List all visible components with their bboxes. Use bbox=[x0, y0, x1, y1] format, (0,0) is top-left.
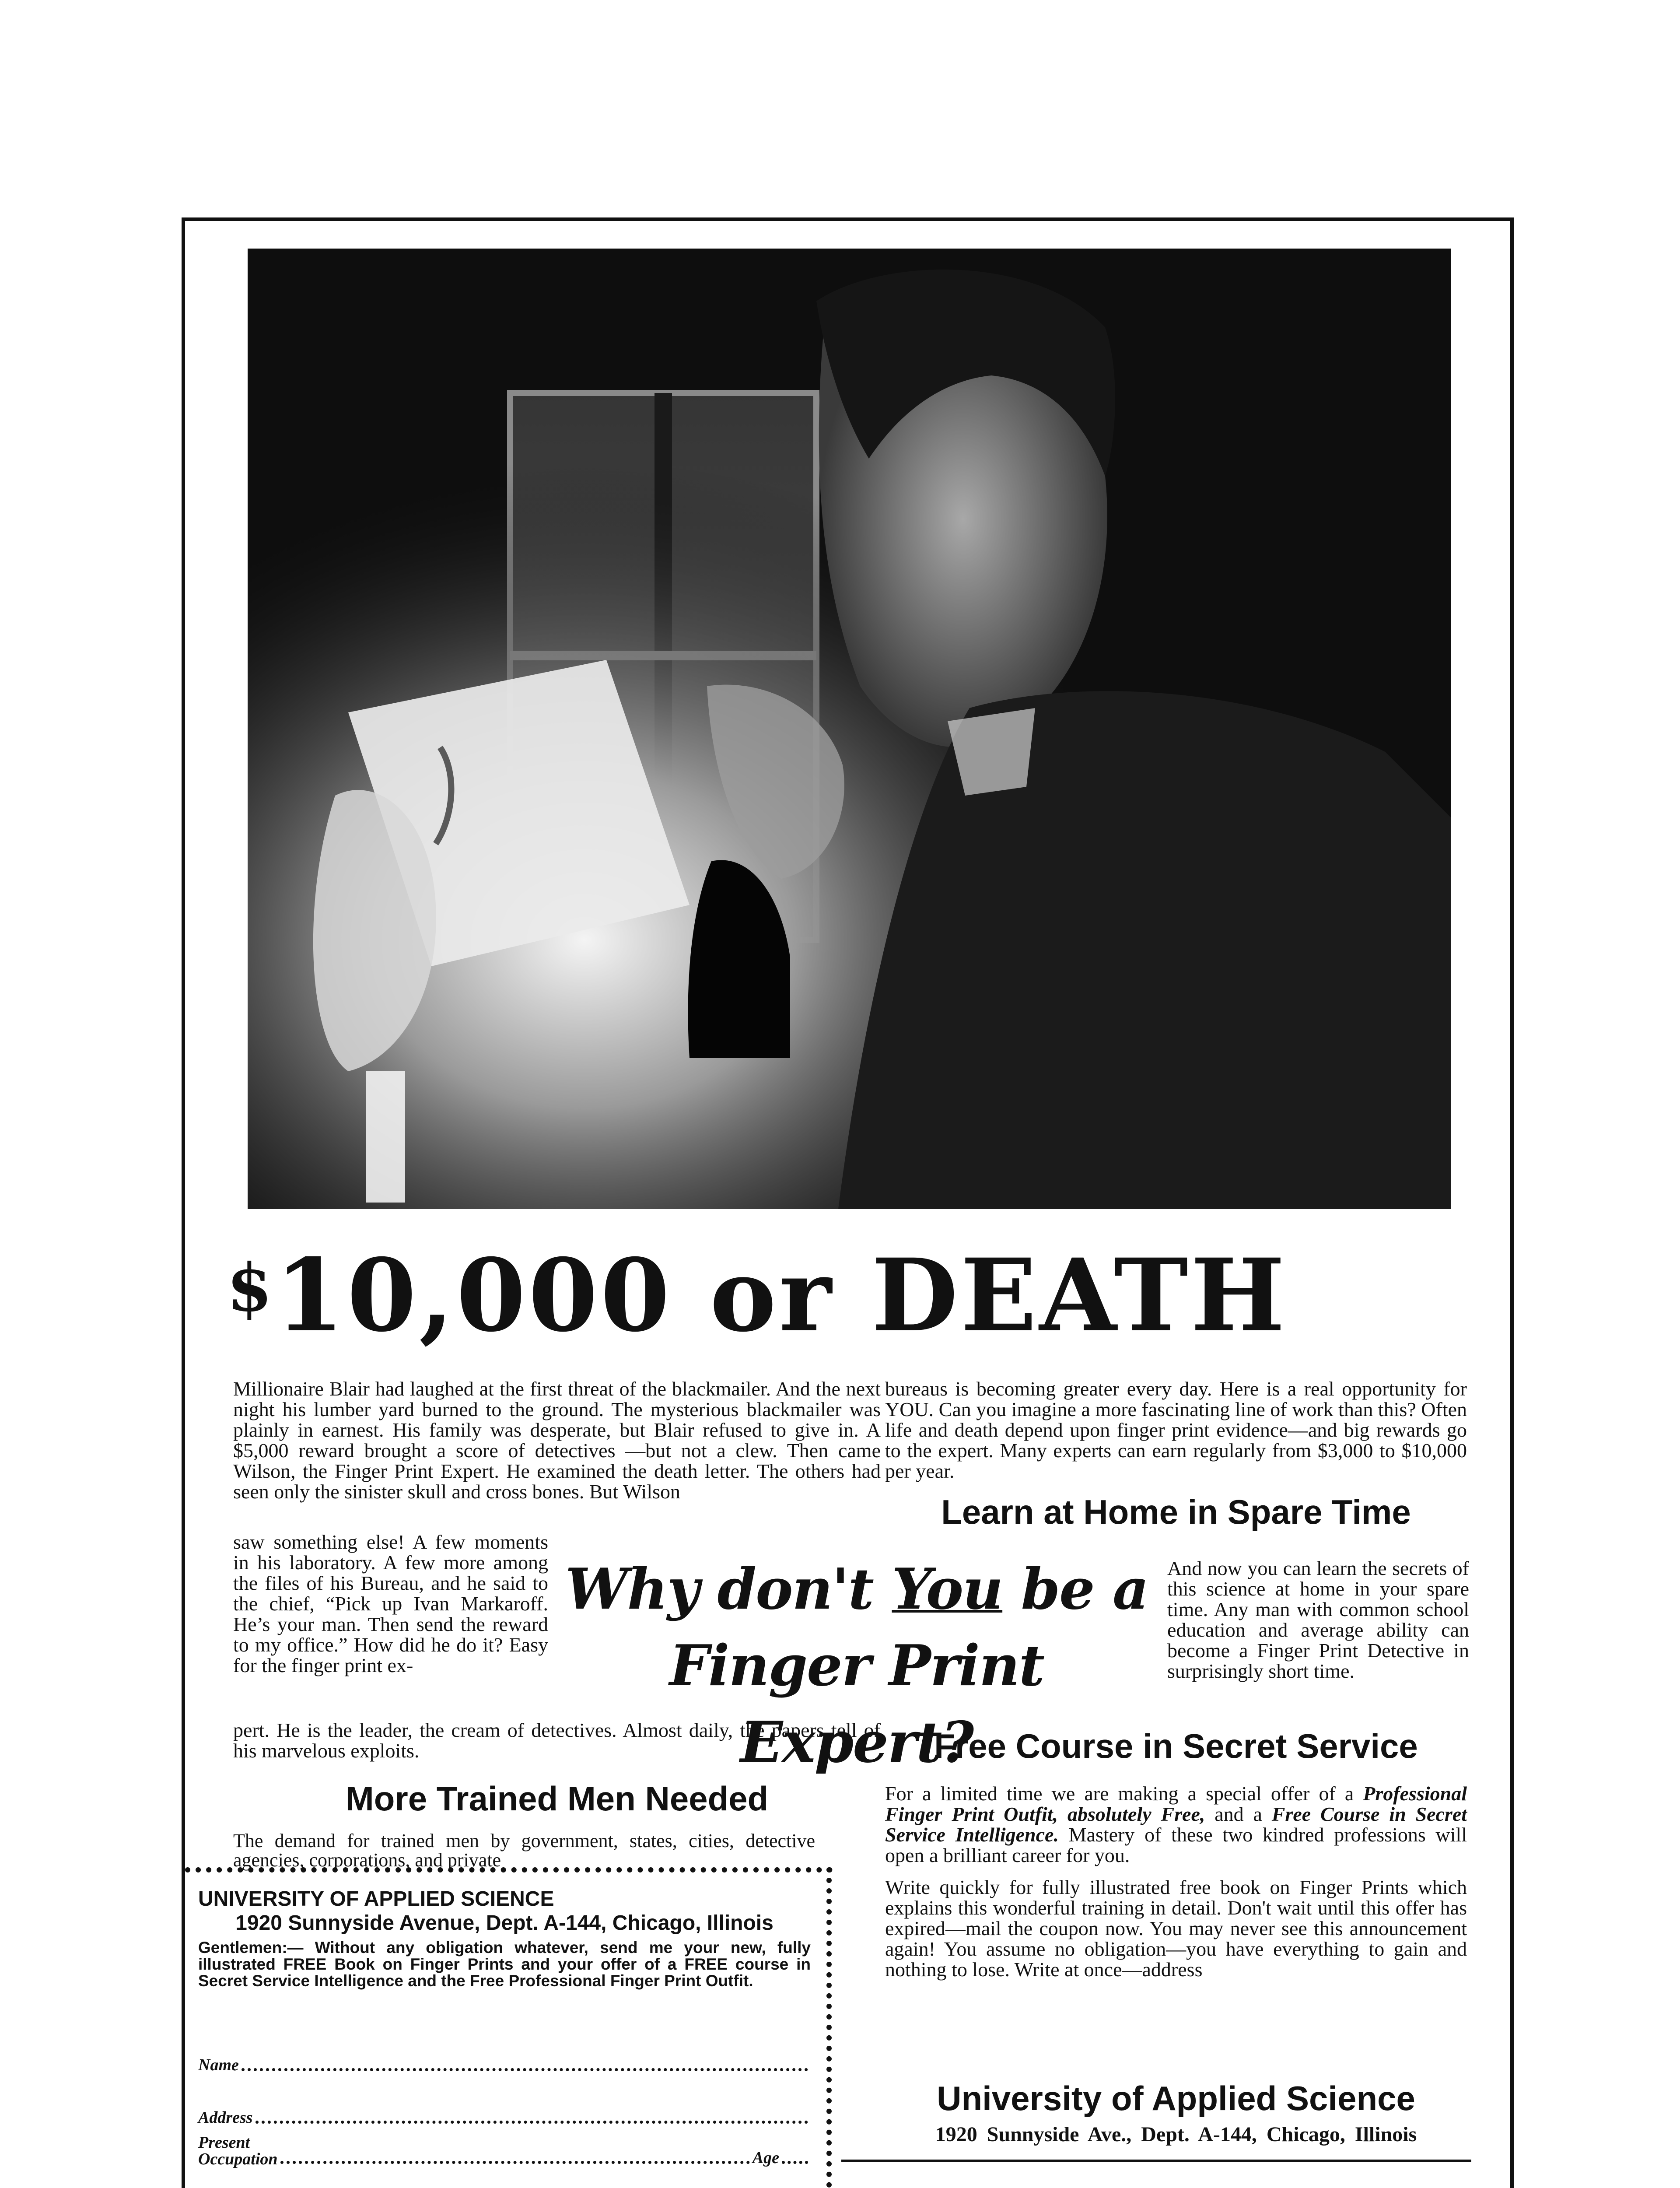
coupon-occupation-line[interactable] bbox=[280, 2161, 750, 2164]
learn-heading: Learn at Home in Spare Time bbox=[941, 1493, 1411, 1531]
headline-text: 10,000 or DEATH bbox=[275, 1237, 1288, 1354]
coupon-address-line[interactable] bbox=[256, 2121, 808, 2124]
coupon-address: 1920 Sunnyside Avenue, Dept. A-144, Chicago, Illinois bbox=[235, 1911, 774, 1935]
photo-detective-with-letter bbox=[248, 249, 1451, 1209]
coupon-cut-line-top bbox=[185, 1867, 833, 1872]
story-paragraph-2: saw something else! A few moments in his laboratory. A few more among the files of his Bureau, and he said to the chief, “Pick up Ivan Markaroff. He’s your man. Then send the reward to my office.” How did he do it? Easy for the finger print ex- bbox=[233, 1531, 548, 1676]
coupon-address-label: Address bbox=[198, 2108, 253, 2127]
script-line-2: Finger Print Expert? bbox=[669, 1633, 1044, 1775]
coupon-name-line[interactable] bbox=[242, 2068, 808, 2071]
headline bbox=[227, 1236, 1478, 1354]
coupon-name-field[interactable] bbox=[198, 2055, 811, 2075]
more-heading: More Trained Men Needed bbox=[345, 1779, 769, 1818]
free-text bbox=[885, 1783, 1467, 1991]
script-you: You bbox=[892, 1557, 1003, 1622]
photo-illustration bbox=[248, 249, 1451, 1209]
more-text: The demand for trained men by government, states, cities, detective agencies, corporations, and private bbox=[233, 1830, 815, 1871]
script-line-1: Why don't You be a bbox=[565, 1557, 1148, 1622]
signature-rule bbox=[841, 2160, 1471, 2162]
coupon-age-line[interactable] bbox=[782, 2161, 808, 2164]
coupon-occupation-label: Present Occupation bbox=[198, 2133, 278, 2168]
coupon[interactable] bbox=[185, 1867, 833, 2188]
story-paragraph-3: pert. He is the leader, the cream of detectives. Almost daily, the papers tell of his marvelous exploits. bbox=[233, 1719, 881, 1762]
coupon-cut-line-side bbox=[826, 1867, 832, 2188]
coupon-age-label: Age bbox=[752, 2149, 779, 2167]
headline-dollar: $ bbox=[227, 1249, 275, 1326]
advertisement-frame bbox=[182, 217, 1514, 2188]
free-heading: Free Course in Secret Service bbox=[934, 1727, 1418, 1765]
story-paragraph-1: Millionaire Blair had laughed at the first threat of the blackmailer. And the next night his lumber yard burned to the ground. The mysterious blackmailer was plainly in earnest. His family was desperate, but Blair refused to give in. A $5,000 reward brought a score of detectives —but not a clew. Then came Wilson, the Finger Print Expert. He examined the death letter. The others had seen only the sinister skull and cross bones. But Wilson bbox=[233, 1378, 881, 1503]
free-paragraph-1: For a limited time we are making a special offer of a Professional Finger Print Outfit, absolutely Free, and a Free Course in Secret Service Intelligence. Mastery of these two kindred professions will open a brilliant career for you. bbox=[885, 1782, 1467, 1866]
free-paragraph-2: Write quickly for fully illustrated free book on Finger Prints which explains this wonderful training in detail. Don't wait until this offer has expired—mail the coupon now. You may never see this announcement again! You assume no obligation—you have everything to gain and nothing to lose. Write at once—address bbox=[885, 1876, 1467, 1981]
coupon-occupation-field[interactable] bbox=[198, 2134, 811, 2167]
coupon-title: UNIVERSITY OF APPLIED SCIENCE bbox=[198, 1887, 554, 1911]
learn-text: And now you can learn the secrets of this science at home in your spare time. Any man with common school education and average ability can become a Finger Print Detective in surprisingly short time. bbox=[1167, 1557, 1469, 1682]
coupon-name-label: Name bbox=[198, 2056, 239, 2074]
coupon-body: Gentlemen:— Without any obligation whatever, send me your new, fully illustrated FREE Book on Finger Prints and your offer of a FREE course in Secret Service Intelligence and the Free Professional Finger Print Outfit. bbox=[198, 1939, 811, 1990]
signature-address: 1920 Sunnyside Ave., Dept. A-144, Chicago, Illinois bbox=[935, 2123, 1417, 2146]
story-continued: bureaus is becoming greater every day. Here is a real opportunity for YOU. Can you imagine a more fascinating line of work than this? Often life and death depend upon finger print evidence—and big rewards go to the expert. Many experts can earn regularly from $3,000 to $10,000 per year. bbox=[885, 1378, 1467, 1482]
coupon-address-field[interactable] bbox=[198, 2108, 811, 2127]
signature-name: University of Applied Science bbox=[937, 2079, 1415, 2118]
